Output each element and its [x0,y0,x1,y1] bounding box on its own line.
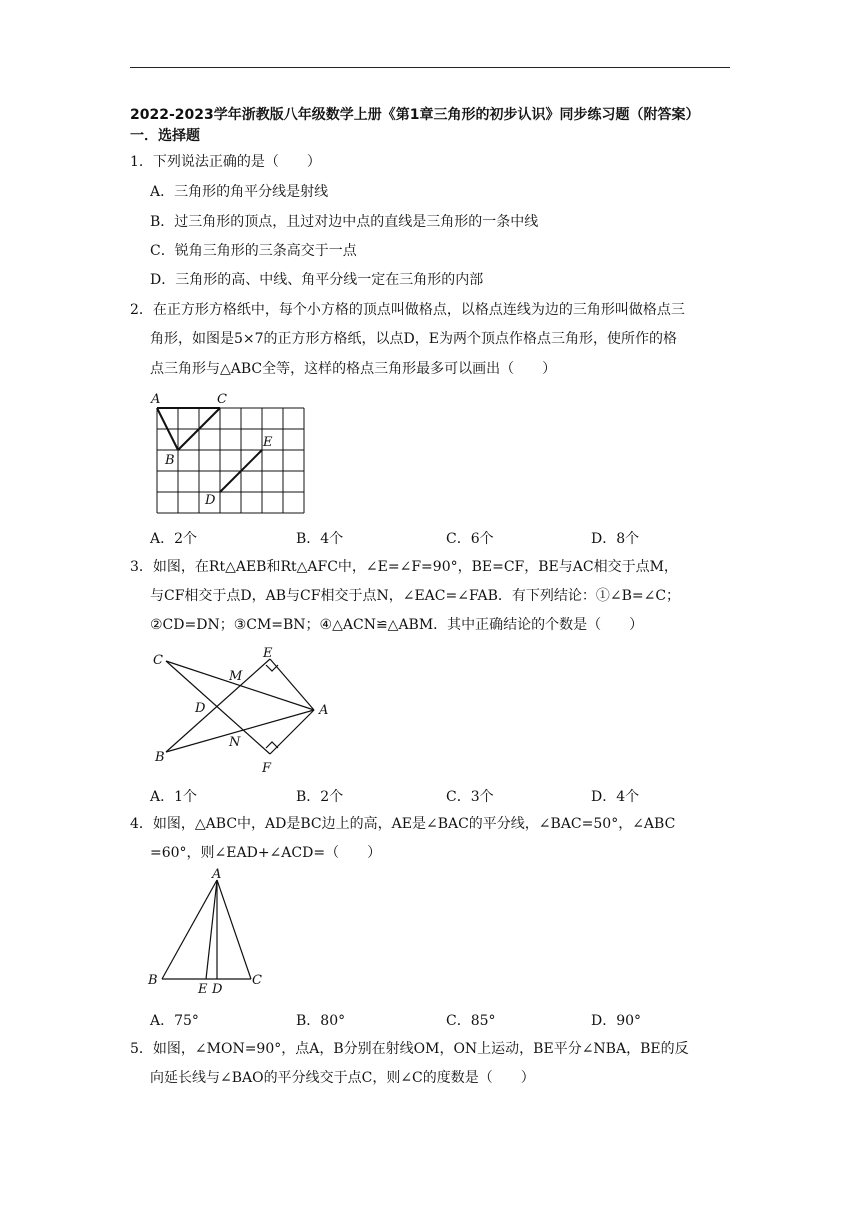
label-e: E [198,982,208,997]
q3-figure [145,640,345,776]
q1-stem: 1．下列说法正确的是（ ） [130,154,321,170]
label-e: E [263,435,273,450]
q3-stem-line-1: 3．如图，在Rt△AEB和Rt△AFC中，∠E=∠F=90°，BE=CF，BE与AC相交于点M， [130,559,678,575]
label-a: A [319,703,329,718]
q3-stem-line-3: ②CD=DN；③CM=BN；④△ACN≌△ABM．其中正确结论的个数是（ ） [150,617,644,633]
q1-option-d: D．三角形的高、中线、角平分线一定在三角形的内部 [150,272,484,288]
q4-option-a: A．75° [150,1013,199,1029]
label-f: F [262,761,272,776]
q4-option-d: D．90° [591,1013,642,1029]
q1-option-b: B．过三角形的顶点，且过对边中点的直线是三角形的一条中线 [150,214,539,230]
q4-stem-line-1: 4．如图，△ABC中，AD是BC边上的高，AE是∠BAC的平分线，∠BAC=50°，∠ABC [130,816,676,832]
q3-option-c: C．3个 [446,789,494,805]
q4-figure [140,866,280,998]
grid-lines [157,408,304,513]
q2-stem-line-2: 角形，如图是5×7的正方形方格纸，以点D，E为两个顶点作格点三角形，使所作的格 [150,331,677,347]
q4-stem-line-2: =60°，则∠EAD+∠ACD=（ ） [150,845,382,861]
q2-option-a: A．2个 [150,531,198,547]
q4-option-c: C．85° [446,1013,496,1029]
label-e: E [263,646,273,661]
q3-option-d: D．4个 [591,789,640,805]
q3-stem-line-2: 与CF相交于点D，AB与CF相交于点N，∠EAC=∠FAB．有下列结论：①∠B=∠C； [150,588,681,604]
q2-option-c: C．6个 [446,531,494,547]
q1-option-a: A．三角形的角平分线是射线 [150,184,329,200]
q2-stem-line-1: 2．在正方形方格纸中，每个小方格的顶点叫做格点，以格点连线为边的三角形叫做格点三 [130,302,685,318]
label-d: D [205,493,216,508]
label-c: C [252,973,262,988]
label-d: D [212,982,223,997]
q2-grid-figure [145,388,315,518]
q1-option-c: C．锐角三角形的三条高交于一点 [150,243,357,259]
q2-stem-line-3: 点三角形与△ABC全等，这样的格点三角形最多可以画出（ ） [150,361,557,377]
label-m: M [229,669,243,684]
label-c: C [153,653,163,668]
q5-stem-line-2: 向延长线与∠BAO的平分线交于点C，则∠C的度数是（ ） [150,1070,535,1086]
section-heading: 一．选择题 [130,128,200,144]
page-title: 2022-2023学年浙教版八年级数学上册《第1章三角形的初步认识》同步练习题（附答案） [130,107,700,123]
header-rule [130,67,730,68]
q2-option-d: D．8个 [591,531,640,547]
label-b: B [155,750,165,765]
label-a: A [151,392,161,407]
label-c: C [217,392,227,407]
q4-option-b: B．80° [296,1013,346,1029]
q3-option-b: B．2个 [296,789,344,805]
q5-stem-line-1: 5．如图，∠MON=90°，点A，B分别在射线OM，ON上运动，BE平分∠NBA，BE的反 [130,1041,689,1057]
q3-option-a: A．1个 [150,789,198,805]
label-b: B [148,973,158,988]
label-d: D [195,701,206,716]
q2-option-b: B．4个 [296,531,344,547]
label-n: N [229,735,241,750]
label-b: B [165,453,175,468]
label-a: A [212,867,222,882]
